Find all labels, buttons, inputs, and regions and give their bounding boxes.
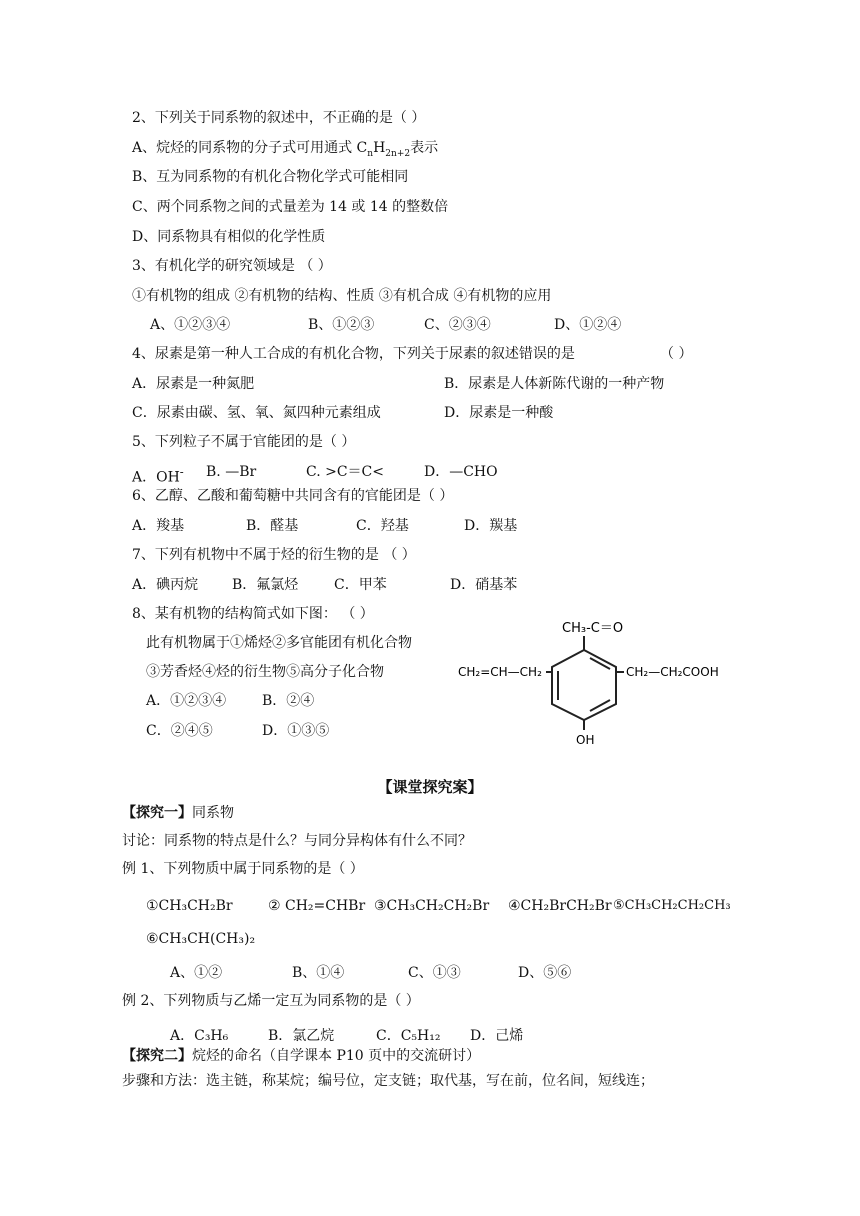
q5-option-b: B. —Br xyxy=(206,464,257,480)
q8-structure-diagram xyxy=(452,612,742,750)
section-title: 【课堂探究案】 xyxy=(377,778,483,796)
q8-option-c: C．②④⑤ xyxy=(146,723,213,739)
example1-item1: ①CH₃CH₂Br xyxy=(146,898,233,914)
q3-option-c: C、②③④ xyxy=(424,317,491,333)
example1-option-d: D、⑤⑥ xyxy=(518,965,572,981)
q8-option-a: A．①②③④ xyxy=(146,693,227,709)
structure-left-chain: CH₂=CH—CH₂ xyxy=(458,665,542,679)
example2-option-c: C．C₅H₁₂ xyxy=(376,1028,441,1044)
q8-line1: 此有机物属于①烯烃②多官能团有机化合物 xyxy=(146,635,412,651)
q3-option-b: B、①②③ xyxy=(308,317,375,333)
q7-option-c: C．甲苯 xyxy=(334,577,387,593)
example1-item3: ③CH₃CH₂CH₂Br xyxy=(374,898,490,914)
q7-option-d: D．硝基苯 xyxy=(450,577,518,593)
q6-option-c: C．羟基 xyxy=(356,518,409,534)
q6-option-a: A．羧基 xyxy=(132,518,185,534)
q3-option-a: A、①②③④ xyxy=(150,317,231,333)
q2-option-b: B、互为同系物的有机化合物化学式可能相同 xyxy=(132,169,409,185)
q4-option-d: D．尿素是一种酸 xyxy=(444,405,554,421)
example1-item4: ④CH₂BrCH₂Br xyxy=(508,898,612,914)
q5-option-d: D．—CHO xyxy=(424,464,498,480)
example1-item6: ⑥CH₃CH(CH₃)₂ xyxy=(146,931,256,947)
q4-paren: （ ） xyxy=(660,346,693,362)
q7-option-b: B．氟氯烃 xyxy=(232,577,299,593)
inquiry2-steps: 步骤和方法：选主链，称某烷；编号位，定支链；取代基，写在前，位名间，短线连； xyxy=(122,1073,654,1089)
q4-stem: 4、尿素是第一种人工合成的有机化合物，下列关于尿素的叙述错误的是 xyxy=(132,346,575,362)
inquiry1-discuss: 讨论：同系物的特点是什么？与同分异构体有什么不同？ xyxy=(122,833,472,849)
q3-stem: 3、有机化学的研究领域是 （ ） xyxy=(132,258,332,274)
q7-stem: 7、下列有机物中不属于烃的衍生物的是 （ ） xyxy=(132,547,416,563)
q4-option-a: A．尿素是一种氮肥 xyxy=(132,376,255,392)
q3-items: ①有机物的组成 ②有机物的结构、性质 ③有机合成 ④有机物的应用 xyxy=(132,288,552,304)
example1-option-b: B、①④ xyxy=(292,965,345,981)
structure-right-chain: CH₂—CH₂COOH xyxy=(626,665,719,679)
q2-stem: 2、下列关于同系物的叙述中，不正确的是（ ） xyxy=(132,110,426,126)
example2-option-a: A．C₃H₆ xyxy=(170,1028,229,1044)
q8-line2: ③芳香烃④烃的衍生物⑤高分子化合物 xyxy=(146,664,384,680)
example1-stem: 例 1、下列物质中属于同系物的是（ ） xyxy=(122,861,364,877)
benzene-ring xyxy=(552,650,616,720)
q2-option-c: C、两个同系物之间的式量差为 14 或 14 的整数倍 xyxy=(132,199,449,215)
example2-option-d: D．己烯 xyxy=(470,1028,524,1044)
structure-bottom-group: OH xyxy=(576,733,595,747)
structure-top-group: CH₃-C＝O xyxy=(562,621,624,636)
example2-option-b: B．氯乙烷 xyxy=(268,1028,335,1044)
q7-option-a: A．碘丙烷 xyxy=(132,577,199,593)
inquiry1-title: 【探究一】同系物 xyxy=(122,805,234,821)
q6-stem: 6、乙醇、乙酸和葡萄糖中共同含有的官能团是（ ） xyxy=(132,488,454,504)
q4-option-b: B．尿素是人体新陈代谢的一种产物 xyxy=(444,376,665,392)
q2-option-a: A、烷烃的同系物的分子式可用通式 $C_nH_{2n+2}$表示 xyxy=(132,140,439,159)
example1-item5: ⑤CH₃CH₂CH₂CH₃ xyxy=(613,898,731,913)
q6-option-d: D．羰基 xyxy=(464,518,518,534)
example1-option-a: A、①② xyxy=(170,965,223,981)
q8-option-b: B．②④ xyxy=(262,693,315,709)
example2-stem: 例 2、下列物质与乙烯一定互为同系物的是（ ） xyxy=(122,993,420,1009)
q6-option-b: B．醛基 xyxy=(246,518,299,534)
q5-option-c: C. >C＝C< xyxy=(306,464,384,480)
q4-option-c: C．尿素由碳、氢、氧、氮四种元素组成 xyxy=(132,405,381,421)
inquiry2-title: 【探究二】烷烃的命名（自学课本 P10 页中的交流研讨） xyxy=(122,1048,481,1064)
q3-option-d: D、①②④ xyxy=(554,317,622,333)
q5-option-a: A．OH- xyxy=(132,465,184,486)
q2-option-d: D、同系物具有相似的化学性质 xyxy=(132,229,326,245)
q5-stem: 5、下列粒子不属于官能团的是（ ） xyxy=(132,434,356,450)
example1-item2: ② CH₂=CHBr xyxy=(268,898,366,914)
q8-option-d: D．①③⑤ xyxy=(262,723,330,739)
example1-option-c: C、①③ xyxy=(408,965,461,981)
q8-stem: 8、某有机物的结构简式如下图： （ ） xyxy=(132,606,374,622)
